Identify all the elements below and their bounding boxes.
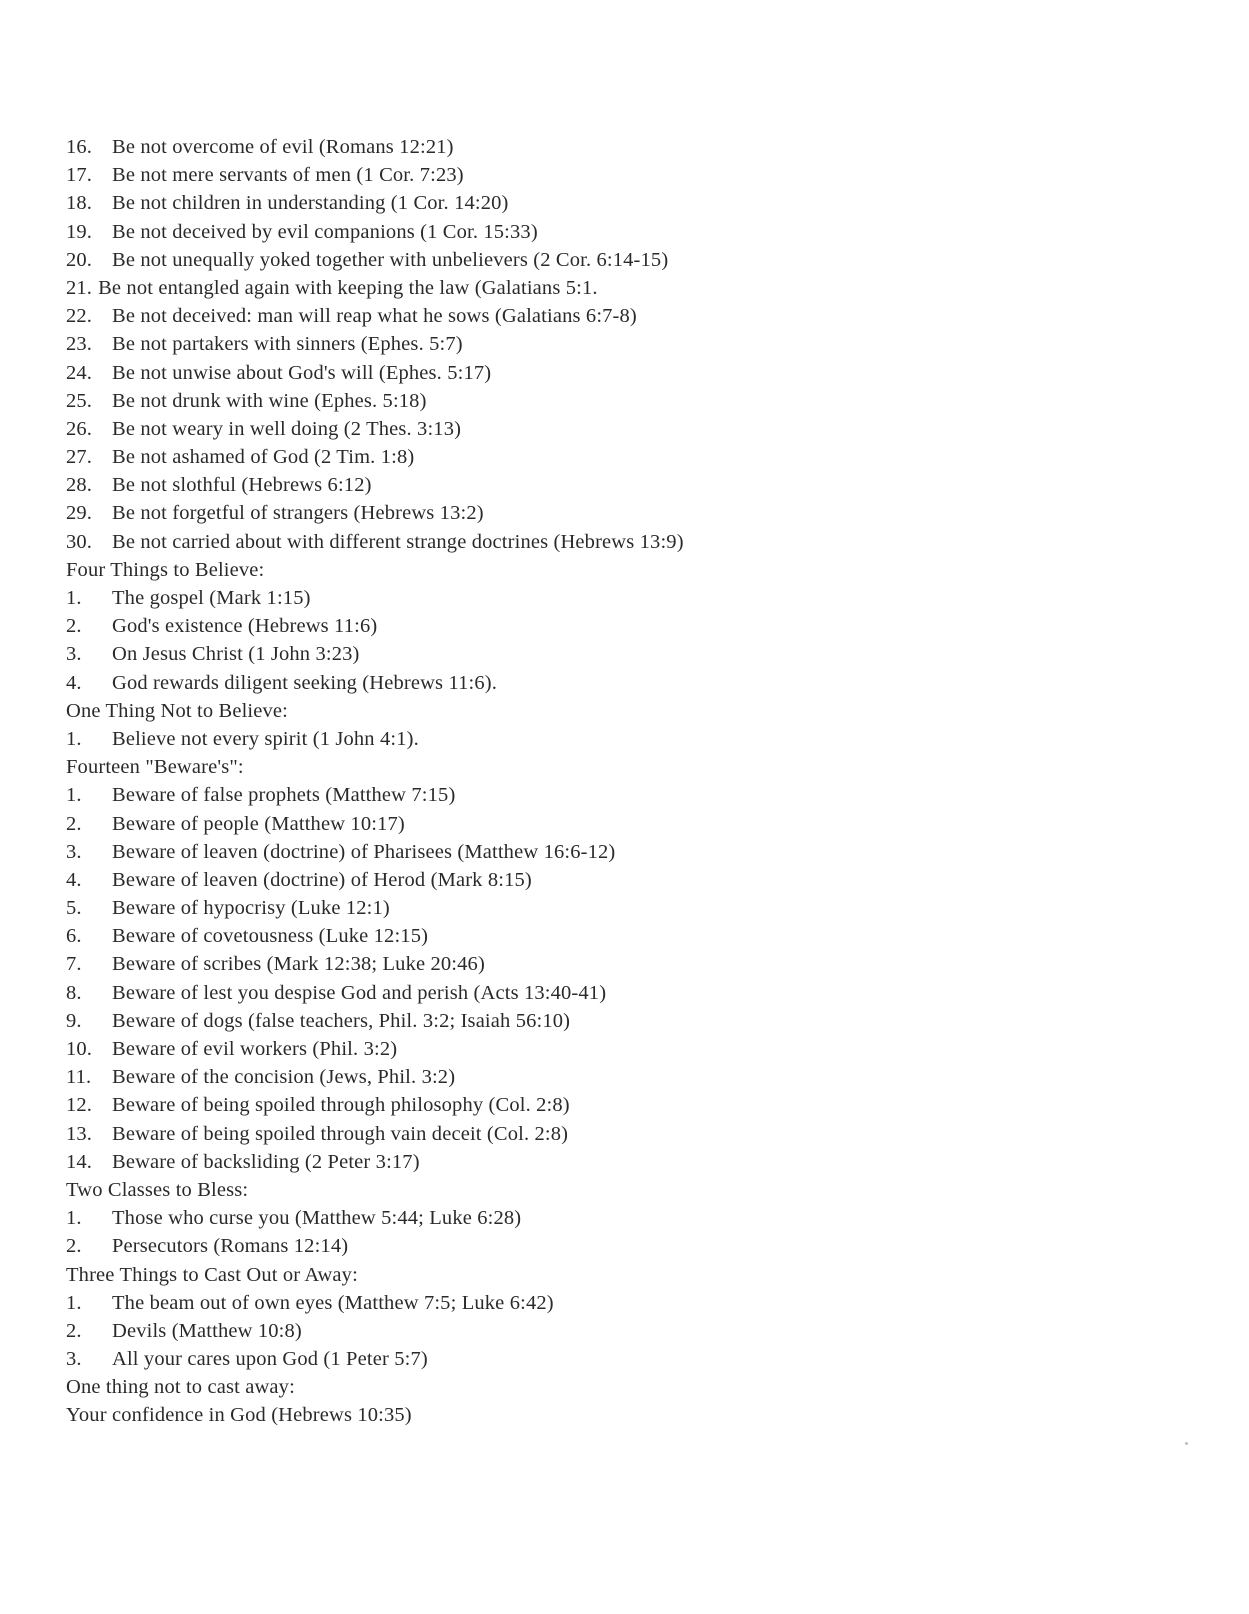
list-item xyxy=(66,1317,1186,1345)
item-number: 27. xyxy=(66,446,93,469)
item-number: 18. xyxy=(66,192,93,215)
list-item xyxy=(66,1204,1186,1232)
list-item xyxy=(66,528,1186,556)
item-number: 17. xyxy=(66,164,93,187)
item-text: Beware of lest you despise God and perish (Acts 13:40-41) xyxy=(112,981,607,1004)
list-item xyxy=(66,1120,1186,1148)
item-text: Beware of people (Matthew 10:17) xyxy=(112,812,405,835)
item-number: 4. xyxy=(66,868,82,891)
item-number: 3. xyxy=(66,643,82,666)
beware-section xyxy=(66,753,1186,1176)
item-number: 11. xyxy=(66,1066,92,1089)
document-page xyxy=(66,133,1186,1430)
list-item xyxy=(66,218,1186,246)
item-number: 3. xyxy=(66,840,82,863)
item-number: 14. xyxy=(66,1150,93,1173)
list-item xyxy=(66,471,1186,499)
section-heading: Four Things to Believe: xyxy=(66,558,265,581)
not-believe-section xyxy=(66,697,1186,753)
list-item xyxy=(66,189,1186,217)
item-text: Be not slothful (Hebrews 6:12) xyxy=(112,474,372,497)
item-number: 3. xyxy=(66,1348,82,1371)
item-number: 9. xyxy=(66,1009,82,1032)
list-item xyxy=(66,725,1186,753)
list-item xyxy=(66,669,1186,697)
list-item xyxy=(66,612,1186,640)
item-text: Be not ashamed of God (2 Tim. 1:8) xyxy=(112,446,415,469)
list-item xyxy=(66,415,1186,443)
item-number: 22. xyxy=(66,305,93,328)
item-text: Be not unequally yoked together with unbelievers (2 Cor. 6:14-15) xyxy=(112,248,669,271)
item-text: Beware of covetousness (Luke 12:15) xyxy=(112,925,429,948)
item-number: 1. xyxy=(66,784,82,807)
section-heading: Fourteen "Beware's": xyxy=(66,756,244,779)
item-number: 28. xyxy=(66,474,93,497)
item-number: 25. xyxy=(66,389,93,412)
list-item xyxy=(66,950,1186,978)
list-item xyxy=(66,1148,1186,1176)
list-item xyxy=(66,330,1186,358)
item-text: Persecutors (Romans 12:14) xyxy=(112,1235,349,1258)
item-text: Be not mere servants of men (1 Cor. 7:23) xyxy=(112,164,464,187)
item-number: 24. xyxy=(66,361,93,384)
item-text: Be not forgetful of strangers (Hebrews 13:2) xyxy=(112,502,484,525)
list-item xyxy=(66,499,1186,527)
list-item xyxy=(66,979,1186,1007)
section-text: Your confidence in God (Hebrews 10:35) xyxy=(66,1404,412,1427)
item-text: The gospel (Mark 1:15) xyxy=(112,587,311,609)
item-number: 5. xyxy=(66,897,82,920)
item-number: 10. xyxy=(66,1038,93,1060)
item-text: Beware of hypocrisy (Luke 12:1) xyxy=(112,897,390,920)
item-number: 12. xyxy=(66,1094,93,1117)
item-text: Be not entangled again with keeping the law (Galatians 5:1. xyxy=(98,276,598,299)
item-text: Beware of backsliding (2 Peter 3:17) xyxy=(112,1150,420,1173)
item-text: Be not children in understanding (1 Cor. 14:20) xyxy=(112,192,509,215)
item-number: 19. xyxy=(66,220,93,243)
item-number: 16. xyxy=(66,136,93,158)
list-item xyxy=(66,133,1186,161)
item-number: 13. xyxy=(66,1122,93,1145)
item-text: Those who curse you (Matthew 5:44; Luke 6:28) xyxy=(112,1207,522,1230)
bless-section xyxy=(66,1176,1186,1261)
list-item xyxy=(66,894,1186,922)
item-text: God's existence (Hebrews 11:6) xyxy=(112,615,378,638)
item-number: 2. xyxy=(66,615,82,638)
item-number: 26. xyxy=(66,417,93,440)
item-text: The beam out of own eyes (Matthew 7:5; Luke 6:42) xyxy=(112,1291,554,1314)
item-number: 23. xyxy=(66,333,93,356)
item-number: 7. xyxy=(66,953,82,976)
list-item xyxy=(66,1063,1186,1091)
list-item xyxy=(66,584,1186,612)
section-heading: Three Things to Cast Out or Away: xyxy=(66,1263,358,1286)
section-heading: One Thing Not to Believe: xyxy=(66,699,289,722)
list-item xyxy=(66,443,1186,471)
item-text: Beware of dogs (false teachers, Phil. 3:2; Isaiah 56:10) xyxy=(112,1009,571,1032)
list-item xyxy=(66,387,1186,415)
list-item xyxy=(66,810,1186,838)
item-text: Beware of leaven (doctrine) of Pharisees (Matthew 16:6-12) xyxy=(112,840,616,863)
list-item xyxy=(66,1007,1186,1035)
item-text: Beware of false prophets (Matthew 7:15) xyxy=(112,784,456,807)
item-text: God rewards diligent seeking (Hebrews 11:6). xyxy=(112,671,497,694)
list-item xyxy=(66,274,1186,302)
list-item xyxy=(66,359,1186,387)
item-number: 1. xyxy=(66,587,82,609)
list-item xyxy=(66,838,1186,866)
item-text: Be not carried about with different strange doctrines (Hebrews 13:9) xyxy=(112,530,684,553)
item-text: Be not weary in well doing (2 Thes. 3:13) xyxy=(112,417,462,440)
item-number: 4. xyxy=(66,671,82,694)
item-text: Devils (Matthew 10:8) xyxy=(112,1319,302,1342)
list-item xyxy=(66,1289,1186,1317)
section-heading: One thing not to cast away: xyxy=(66,1376,295,1399)
item-text: Believe not every spirit (1 John 4:1). xyxy=(112,727,419,750)
item-text: On Jesus Christ (1 John 3:23) xyxy=(112,643,360,666)
item-text: Be not deceived by evil companions (1 Cor. 15:33) xyxy=(112,220,538,243)
be-not-list xyxy=(66,133,1186,556)
item-number: 2. xyxy=(66,1235,82,1258)
item-text: Beware of evil workers (Phil. 3:2) xyxy=(112,1038,398,1060)
item-number: 8. xyxy=(66,981,82,1004)
item-number: 6. xyxy=(66,925,82,948)
list-item xyxy=(66,781,1186,809)
item-number: 1. xyxy=(66,727,82,750)
list-item xyxy=(66,1232,1186,1260)
list-item xyxy=(66,866,1186,894)
list-item xyxy=(66,1345,1186,1373)
list-item xyxy=(66,161,1186,189)
item-number: 21. xyxy=(66,276,93,299)
item-number: 20. xyxy=(66,248,93,271)
not-cast-away-section xyxy=(66,1373,1186,1429)
item-number: 1. xyxy=(66,1207,82,1230)
item-text: Beware of the concision (Jews, Phil. 3:2) xyxy=(112,1066,456,1089)
item-number: 30. xyxy=(66,530,93,553)
item-text: Beware of scribes (Mark 12:38; Luke 20:46) xyxy=(112,953,485,976)
list-item xyxy=(66,640,1186,668)
item-text: All your cares upon God (1 Peter 5:7) xyxy=(112,1348,428,1371)
list-item xyxy=(66,302,1186,330)
section-heading: Two Classes to Bless: xyxy=(66,1178,249,1201)
item-text: Be not deceived: man will reap what he sows (Galatians 6:7-8) xyxy=(112,305,637,328)
item-text: Be not unwise about God's will (Ephes. 5:17) xyxy=(112,361,492,384)
item-text: Beware of being spoiled through philosophy (Col. 2:8) xyxy=(112,1094,570,1117)
item-text: Be not partakers with sinners (Ephes. 5:7) xyxy=(112,333,463,356)
list-item xyxy=(66,1035,1186,1063)
item-text: Beware of being spoiled through vain deceit (Col. 2:8) xyxy=(112,1122,569,1145)
list-item xyxy=(66,1091,1186,1119)
item-number: 2. xyxy=(66,1319,82,1342)
item-text: Be not overcome of evil (Romans 12:21) xyxy=(112,136,454,158)
item-text: Beware of leaven (doctrine) of Herod (Mark 8:15) xyxy=(112,868,532,891)
cast-out-section xyxy=(66,1261,1186,1374)
list-item xyxy=(66,246,1186,274)
believe-section xyxy=(66,556,1186,697)
scan-speck xyxy=(1185,1442,1188,1445)
item-text: Be not drunk with wine (Ephes. 5:18) xyxy=(112,389,427,412)
item-number: 1. xyxy=(66,1291,82,1314)
item-number: 2. xyxy=(66,812,82,835)
item-number: 29. xyxy=(66,502,93,525)
list-item xyxy=(66,922,1186,950)
